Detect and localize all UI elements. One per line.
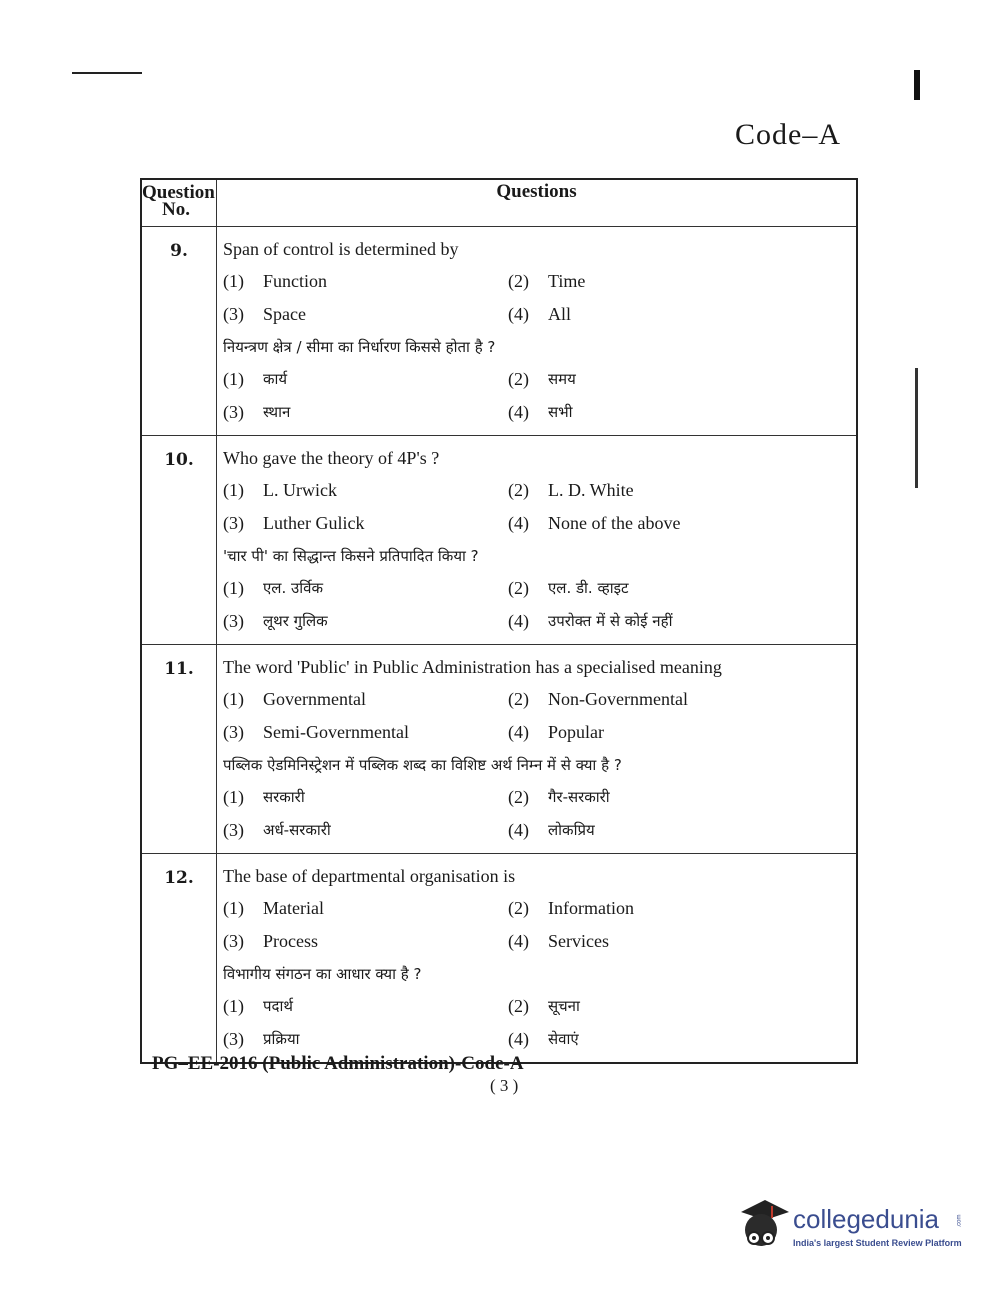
option-number: (3) [223, 722, 244, 742]
answer-option [508, 396, 793, 429]
option-row [223, 814, 848, 847]
option-number: (3) [223, 611, 244, 631]
column-header-question-no [141, 179, 217, 227]
option-number: (1) [223, 271, 244, 291]
answer-option [223, 474, 508, 507]
option-row [223, 683, 848, 716]
option-number: (3) [223, 1029, 244, 1049]
option-text-hindi: गैर-सरकारी [548, 788, 610, 806]
page-number: ( 3 ) [490, 1076, 519, 1095]
option-number: (1) [223, 898, 244, 918]
option-number: (2) [508, 689, 529, 709]
option-text: Governmental [263, 689, 366, 709]
option-number: (4) [508, 304, 529, 324]
option-number: (2) [508, 271, 529, 291]
option-text: Time [548, 271, 586, 291]
question-row [141, 436, 857, 645]
question-stem: The base of departmental organisation is [223, 866, 516, 886]
question-body [217, 645, 858, 854]
option-text-hindi: स्थान [263, 403, 291, 421]
question-body [217, 436, 858, 645]
option-text: All [548, 304, 572, 324]
option-number: (1) [223, 369, 244, 389]
option-number: (4) [508, 1029, 529, 1049]
option-text-hindi: सभी [548, 403, 573, 421]
answer-option [223, 572, 508, 605]
student-mascot-icon [735, 1196, 791, 1254]
column-header-line: No. [162, 199, 190, 220]
option-number: (2) [508, 578, 529, 598]
option-text-hindi: पदार्थ [263, 997, 293, 1015]
option-number: (4) [508, 722, 529, 742]
option-text: Non-Governmental [548, 689, 688, 709]
answer-option [223, 990, 508, 1023]
option-number: (1) [223, 787, 244, 807]
question-table [140, 178, 858, 1064]
question-list [141, 227, 857, 1064]
footer-title: PG–EE-2016 (Public Administration)-Code-A [152, 1053, 524, 1074]
question-number: 12. [141, 854, 217, 1064]
answer-option [508, 990, 793, 1023]
option-text: L. D. White [548, 480, 634, 500]
answer-option [508, 265, 793, 298]
answer-option [508, 716, 793, 749]
option-row [223, 572, 848, 605]
answer-option [223, 605, 508, 638]
option-number: (4) [508, 402, 529, 422]
option-text-hindi: उपरोक्त में से कोई नहीं [548, 612, 673, 630]
answer-option [223, 814, 508, 847]
paper-code: Code–A [735, 118, 841, 151]
question-stem: Who gave the theory of 4P's ? [223, 448, 440, 468]
option-text: Luther Gulick [263, 513, 365, 533]
option-text: Popular [548, 722, 604, 742]
option-number: (4) [508, 513, 529, 533]
question-number: 10. [141, 436, 217, 645]
option-text-hindi: सरकारी [263, 788, 305, 806]
option-text: None of the above [548, 513, 681, 533]
answer-option [223, 683, 508, 716]
option-text: Function [263, 271, 328, 291]
question-stem-hindi: 'चार पी' का सिद्धान्त किसने प्रतिपादित किया ? [223, 547, 479, 565]
question-number: 9. [141, 227, 217, 436]
option-number: (3) [223, 304, 244, 324]
answer-option [223, 716, 508, 749]
answer-option [508, 925, 793, 958]
option-text-hindi: सेवाएं [548, 1030, 579, 1048]
option-row [223, 716, 848, 749]
option-number: (4) [508, 931, 529, 951]
option-number: (2) [508, 898, 529, 918]
answer-option [223, 298, 508, 331]
scan-edge-mark [914, 70, 920, 100]
question-stem-hindi: विभागीय संगठन का आधार क्या है ? [223, 965, 422, 983]
scan-edge-mark [915, 368, 918, 488]
question-row [141, 645, 857, 854]
option-row [223, 474, 848, 507]
column-header-questions: Questions [217, 179, 858, 227]
answer-option [508, 474, 793, 507]
collegedunia-logo [735, 1196, 965, 1256]
answer-option [508, 572, 793, 605]
option-row [223, 925, 848, 958]
option-text: Services [548, 931, 609, 951]
answer-option [508, 605, 793, 638]
option-number: (3) [223, 402, 244, 422]
option-number: (3) [223, 820, 244, 840]
option-row [223, 1023, 848, 1056]
option-row [223, 265, 848, 298]
option-number: (2) [508, 787, 529, 807]
option-row [223, 892, 848, 925]
answer-option [508, 298, 793, 331]
option-number: (4) [508, 611, 529, 631]
logo-suffix: .com [956, 1214, 963, 1228]
option-number: (3) [223, 931, 244, 951]
question-stem-hindi: नियन्त्रण क्षेत्र / सीमा का निर्धारण किससे होता है ? [223, 338, 496, 356]
option-text-hindi: प्रक्रिया [263, 1030, 300, 1048]
answer-option [223, 925, 508, 958]
option-number: (1) [223, 480, 244, 500]
question-body [217, 854, 858, 1064]
answer-option [223, 781, 508, 814]
question-stem-hindi: पब्लिक ऐडमिनिस्ट्रेशन में पब्लिक शब्द का विशिष्ट अर्थ निम्न में से क्या है ? [223, 756, 622, 774]
answer-option [223, 396, 508, 429]
option-text-hindi: कार्य [263, 370, 288, 388]
answer-option [223, 363, 508, 396]
answer-option [223, 892, 508, 925]
question-row [141, 854, 857, 1064]
option-text: Material [263, 898, 324, 918]
question-number: 11. [141, 645, 217, 854]
option-number: (2) [508, 369, 529, 389]
question-stem: The word 'Public' in Public Administration has a specialised meaning [223, 657, 722, 677]
answer-option [508, 814, 793, 847]
table-header-row [141, 179, 857, 227]
option-number: (1) [223, 689, 244, 709]
option-row [223, 298, 848, 331]
answer-option [223, 1023, 508, 1056]
option-row [223, 396, 848, 429]
option-number: (2) [508, 480, 529, 500]
answer-option [508, 781, 793, 814]
option-row [223, 990, 848, 1023]
option-text: Process [263, 931, 318, 951]
option-row [223, 605, 848, 638]
option-number: (1) [223, 578, 244, 598]
option-row [223, 507, 848, 540]
option-text-hindi: लूथर गुलिक [263, 612, 328, 630]
option-number: (4) [508, 820, 529, 840]
option-text-hindi: सूचना [548, 997, 580, 1015]
answer-option [508, 892, 793, 925]
option-text-hindi: एल. उर्विक [263, 579, 323, 597]
option-text-hindi: अर्ध-सरकारी [263, 821, 331, 839]
option-text: L. Urwick [263, 480, 337, 500]
question-body [217, 227, 858, 436]
top-rule [72, 72, 142, 74]
column-header-line: Question [142, 182, 215, 203]
answer-option [223, 507, 508, 540]
answer-option [508, 363, 793, 396]
answer-option [508, 507, 793, 540]
option-row [223, 363, 848, 396]
option-text-hindi: लोकप्रिय [548, 821, 595, 839]
question-row [141, 227, 857, 436]
option-text-hindi: एल. डी. व्हाइट [548, 579, 629, 597]
answer-option [508, 1023, 793, 1056]
option-text: Information [548, 898, 634, 918]
logo-brand-text: collegedunia [793, 1204, 940, 1234]
question-stem: Span of control is determined by [223, 239, 459, 259]
option-number: (2) [508, 996, 529, 1016]
answer-option [223, 265, 508, 298]
logo-tagline: India's largest Student Review Platform [793, 1238, 962, 1248]
option-number: (3) [223, 513, 244, 533]
answer-option [508, 683, 793, 716]
option-text: Space [263, 304, 306, 324]
option-text-hindi: समय [548, 370, 576, 388]
option-number: (1) [223, 996, 244, 1016]
option-text: Semi-Governmental [263, 722, 409, 742]
option-row [223, 781, 848, 814]
